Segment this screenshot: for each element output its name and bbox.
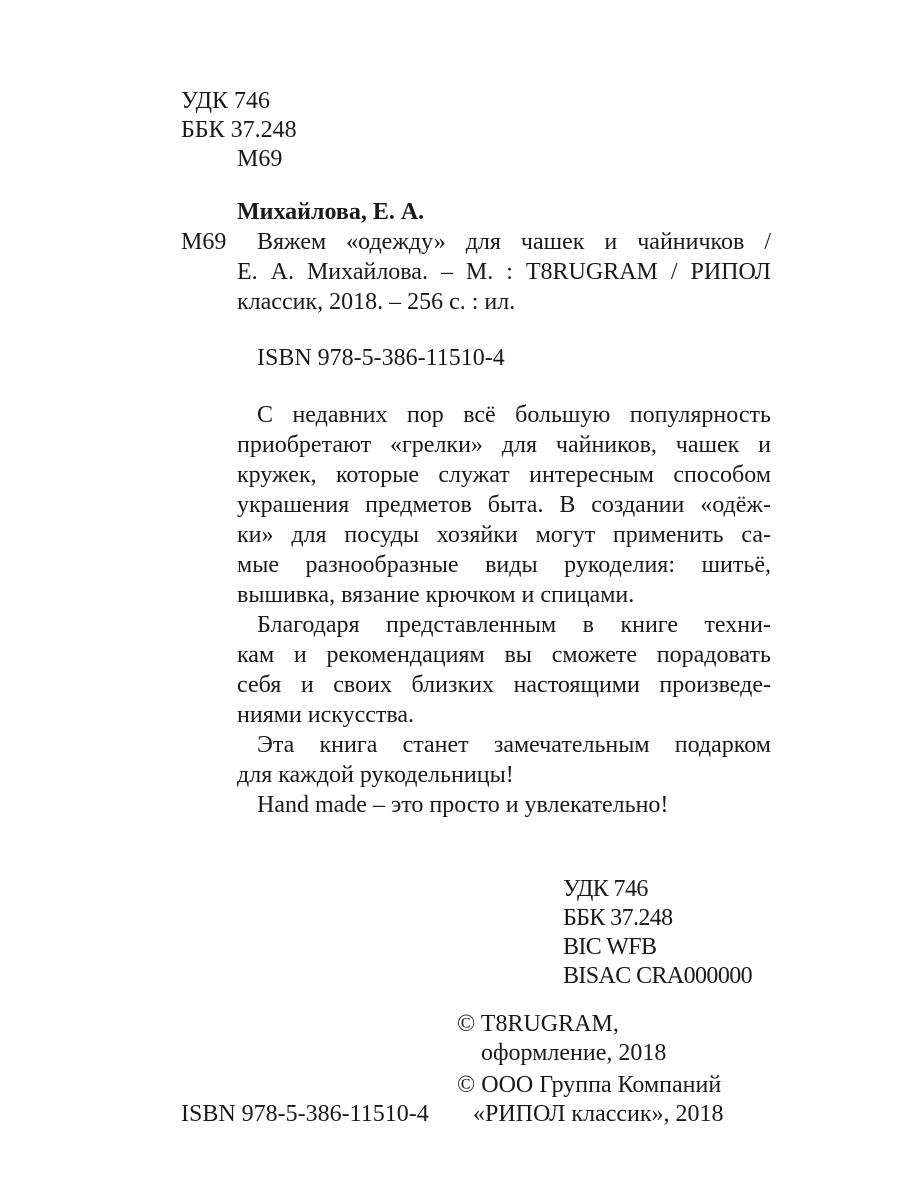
word: и <box>758 432 771 458</box>
word: : <box>506 259 513 285</box>
word: способом <box>673 462 771 488</box>
word: порадовать <box>656 642 771 668</box>
word: станет <box>402 732 469 758</box>
annotation-line <box>237 640 771 670</box>
word: М. <box>465 259 494 285</box>
word: всё <box>463 402 496 428</box>
word: близких <box>411 672 494 698</box>
word: себя <box>237 672 282 698</box>
word: произведе- <box>659 672 771 698</box>
word: и <box>293 642 307 668</box>
word: книге <box>620 612 678 638</box>
annotation-line <box>237 520 771 550</box>
annotation-line <box>257 730 771 760</box>
word: книга <box>319 732 378 758</box>
word: пор <box>406 402 444 428</box>
word: Михайлова. <box>306 259 428 285</box>
word: популярность <box>629 402 771 428</box>
annotation-line <box>237 670 771 700</box>
annotation-line: вышивка, вязание крючком и спицами. <box>237 582 635 608</box>
word: чайников, <box>555 432 657 458</box>
word: для <box>465 229 501 255</box>
word: / <box>764 229 771 255</box>
word: техни- <box>704 612 771 638</box>
bib-author-mark: М69 <box>181 229 227 255</box>
word: T8RUGRAM <box>525 259 658 285</box>
word: рукоделия: <box>564 552 675 578</box>
word: предметов <box>365 492 472 518</box>
word: С <box>257 402 274 428</box>
word: чайничков <box>637 229 745 255</box>
word: применить <box>612 522 724 548</box>
word: большую <box>515 402 611 428</box>
class-bic: BIC WFB <box>563 934 657 960</box>
word: В <box>559 492 576 518</box>
annotation-line <box>257 610 771 640</box>
word: кружек, <box>237 462 317 488</box>
word: быта. <box>487 492 544 518</box>
word: рекомендациям <box>326 642 485 668</box>
word: «одёж- <box>700 492 771 518</box>
word: хозяйки <box>436 522 518 548</box>
word: ки» <box>237 522 274 548</box>
word: Е. <box>237 259 258 285</box>
word: разнообразные <box>305 552 459 578</box>
word: и <box>604 229 618 255</box>
word: настоящими <box>513 672 640 698</box>
word: приобретают <box>237 432 372 458</box>
word: могут <box>535 522 596 548</box>
copyright-ripol: © ООО Группа Компаний <box>457 1072 722 1098</box>
author-mark: М69 <box>237 146 283 172</box>
word: замечательным <box>493 732 650 758</box>
word: – <box>440 259 453 285</box>
word: интересным <box>529 462 654 488</box>
word: «грелки» <box>389 432 483 458</box>
copyright-ripol-year: «РИПОЛ классик», 2018 <box>473 1101 724 1127</box>
bib-pages-line: классик, 2018. – 256 с. : ил. <box>237 289 516 315</box>
word: шитьё, <box>701 552 771 578</box>
word: РИПОЛ <box>690 259 771 285</box>
word: которые <box>335 462 420 488</box>
word: Благодаря <box>257 612 360 638</box>
annotation-line: для каждой рукодельницы! <box>237 762 514 788</box>
word: сможете <box>551 642 637 668</box>
word: виды <box>485 552 538 578</box>
word: недавних <box>292 402 388 428</box>
bbk-code: ББК 37.248 <box>181 117 297 143</box>
word: в <box>582 612 594 638</box>
word: мые <box>237 552 279 578</box>
word: вы <box>504 642 532 668</box>
word: служат <box>438 462 510 488</box>
word: чашек <box>520 229 585 255</box>
word: посуды <box>344 522 419 548</box>
word: А. <box>270 259 294 285</box>
annotation-line <box>237 550 771 580</box>
word: / <box>670 259 678 285</box>
word: и <box>300 672 314 698</box>
word: для <box>291 522 327 548</box>
word: кам <box>237 642 275 668</box>
word: Вяжем <box>257 229 327 255</box>
class-udk: УДК 746 <box>563 876 648 902</box>
word: представленным <box>386 612 557 638</box>
class-bisac: BISAC CRA000000 <box>563 963 753 989</box>
copyright-design: оформление, 2018 <box>481 1040 667 1066</box>
word: своих <box>333 672 392 698</box>
isbn-record: ISBN 978-5-386-11510-4 <box>257 345 505 371</box>
word: создании <box>591 492 685 518</box>
word: «одежду» <box>346 229 446 255</box>
copyright-t8rugram: © T8RUGRAM, <box>457 1011 619 1037</box>
word: Эта <box>257 732 295 758</box>
annotation-line <box>237 490 771 520</box>
annotation-line <box>237 430 771 460</box>
bib-publisher-line <box>237 257 771 287</box>
footer-isbn: ISBN 978-5-386-11510-4 <box>181 1101 429 1127</box>
annotation-line <box>257 400 771 430</box>
annotation-line: Hand made – это просто и увлекательно! <box>257 792 669 818</box>
word: украшения <box>237 492 350 518</box>
word: чашек <box>675 432 740 458</box>
author-name: Михайлова, Е. А. <box>237 199 425 225</box>
word: для <box>501 432 538 458</box>
class-bbk: ББК 37.248 <box>563 905 673 931</box>
word: са- <box>741 522 771 548</box>
annotation-line: ниями искусства. <box>237 702 415 728</box>
annotation-line <box>237 460 771 490</box>
bib-title-line <box>257 227 771 257</box>
word: подарком <box>674 732 771 758</box>
udk-code: УДК 746 <box>181 88 270 114</box>
